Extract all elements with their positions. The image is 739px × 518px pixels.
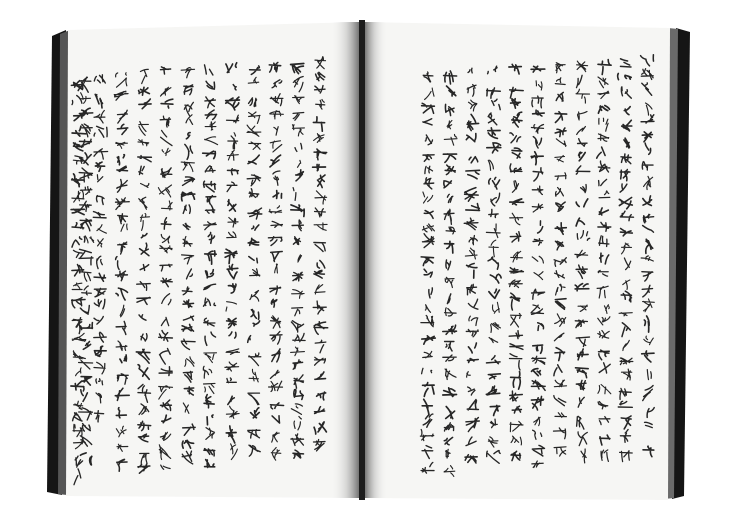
left-page xyxy=(66,22,360,498)
left-page-paper xyxy=(66,22,360,498)
right-page xyxy=(364,22,670,500)
right-gutter-shadow xyxy=(364,22,388,498)
left-gutter-shadow xyxy=(330,22,360,498)
book-spine xyxy=(359,20,365,500)
